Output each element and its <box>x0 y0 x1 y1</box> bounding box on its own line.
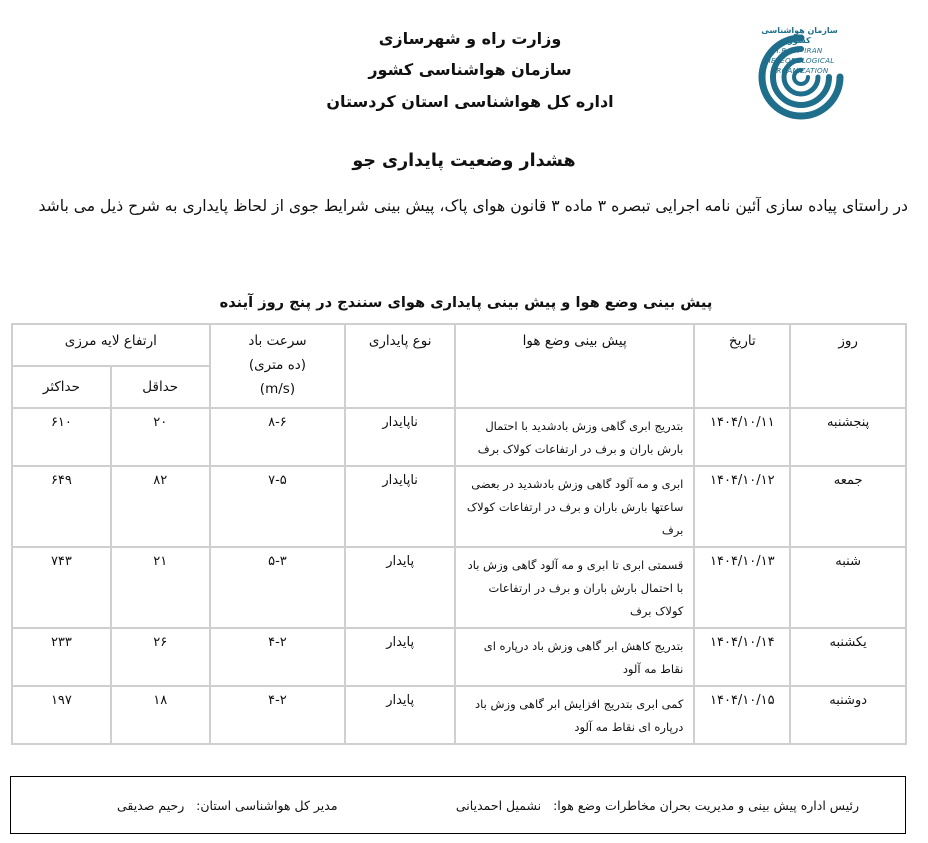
cell-max: ۲۳۳ <box>12 628 111 686</box>
logo-name-en-1: I.R. OF IRAN <box>776 46 823 55</box>
cell-stability: پایدار <box>345 547 455 628</box>
cell-date: ۱۴۰۴/۱۰/۱۲ <box>694 466 790 547</box>
header-wind-line2: (ده متری) <box>248 357 307 373</box>
header-max: حداکثر <box>12 366 111 408</box>
cell-date: ۱۴۰۴/۱۰/۱۱ <box>694 408 790 466</box>
cell-date: ۱۴۰۴/۱۰/۱۵ <box>694 686 790 744</box>
header-min: حداقل <box>111 366 210 408</box>
provincial-office-name: اداره کل هواشناسی استان کردستان <box>326 92 614 111</box>
header-day: روز <box>790 324 906 408</box>
forecast-head-label: رئیس اداره پیش بینی و مدیریت بحران مخاطرات وضع هوا: <box>553 798 859 813</box>
header-boundary-layer: ارتفاع لایه مرزی <box>12 324 210 366</box>
table-caption: پیش بینی وضع هوا و پیش بینی پایداری هوای سنندج در پنج روز آینده <box>219 294 713 311</box>
cell-max: ۱۹۷ <box>12 686 111 744</box>
header-wind-line3: (m/s) <box>259 381 296 397</box>
cell-stability: ناپایدار <box>345 466 455 547</box>
meteorological-organization-logo <box>752 20 892 120</box>
cell-max: ۷۴۳ <box>12 547 111 628</box>
forecast-head-name: نشمیل احمدیانی <box>455 798 542 813</box>
cell-weather: ابری و مه آلود گاهی وزش بادشدید در بعضی ساعتها بارش باران و برف در ارتفاعات کولاک برف <box>455 466 694 547</box>
header-date: تاریخ <box>694 324 790 408</box>
table-row <box>12 466 906 547</box>
cell-day: دوشنبه <box>790 686 906 744</box>
header-weather: پیش بینی وضع هوا <box>455 324 694 408</box>
cell-date: ۱۴۰۴/۱۰/۱۴ <box>694 628 790 686</box>
cell-day: جمعه <box>790 466 906 547</box>
cell-weather: کمی ابری بتدریج افزایش ابر گاهی وزش باد درپاره ای نقاط مه آلود <box>455 686 694 744</box>
cell-min: ۲۱ <box>111 547 210 628</box>
cell-wind: ۸-۶ <box>210 408 346 466</box>
organization-name: سازمان هواشناسی کشور <box>368 60 572 79</box>
cell-wind: ۷-۵ <box>210 466 346 547</box>
table-row <box>12 628 906 686</box>
cell-day: پنجشنبه <box>790 408 906 466</box>
cell-wind: ۵-۳ <box>210 547 346 628</box>
director-label: مدیر کل هواشناسی استان: <box>196 798 338 813</box>
cell-min: ۸۲ <box>111 466 210 547</box>
forecast-head-signature <box>456 798 859 813</box>
cell-date: ۱۴۰۴/۱۰/۱۳ <box>694 547 790 628</box>
cell-min: ۲۰ <box>111 408 210 466</box>
header-stability: نوع پایداری <box>345 324 455 408</box>
signature-box <box>10 776 906 834</box>
table-row <box>12 686 906 744</box>
logo-text <box>752 26 847 76</box>
header-wind-line1: سرعت باد <box>248 333 307 349</box>
header-wind-speed <box>210 324 346 408</box>
cell-min: ۱۸ <box>111 686 210 744</box>
director-signature <box>117 798 338 813</box>
document-title: هشدار وضعیت پایداری جو <box>352 151 576 171</box>
cell-day: شنبه <box>790 547 906 628</box>
cell-stability: پایدار <box>345 686 455 744</box>
cell-weather: بتدریج ابری گاهی وزش بادشدید با احتمال بارش باران و برف در ارتفاعات کولاک برف <box>455 408 694 466</box>
cell-max: ۶۴۹ <box>12 466 111 547</box>
cell-wind: ۴-۲ <box>210 628 346 686</box>
director-name: رحیم صدیقی <box>117 798 185 813</box>
logo-name-en-3: ORGANIZATION <box>770 66 829 75</box>
cell-stability: ناپایدار <box>345 408 455 466</box>
cell-max: ۶۱۰ <box>12 408 111 466</box>
logo-name-en-2: METEOROLOGICAL <box>764 56 835 65</box>
table-row <box>12 547 906 628</box>
logo-name-fa: سازمان هواشناسی کشور <box>761 26 838 45</box>
cell-wind: ۴-۲ <box>210 686 346 744</box>
cell-weather: قسمتی ابری تا ابری و مه آلود گاهی وزش باد با احتمال بارش باران و برف در ارتفاعات کولاک برف <box>455 547 694 628</box>
forecast-table <box>11 323 907 745</box>
cell-stability: پایدار <box>345 628 455 686</box>
cell-weather: بتدریج کاهش ابر گاهی وزش باد درپاره ای نقاط مه آلود <box>455 628 694 686</box>
cell-min: ۲۶ <box>111 628 210 686</box>
table-row <box>12 408 906 466</box>
cell-day: یکشنبه <box>790 628 906 686</box>
intro-paragraph: در راستای پیاده سازی آئین نامه اجرایی تبصره ۳ ماده ۳ قانون هوای پاک، پیش بینی شرایط جوی از لحاظ پایداری به شرح ذیل می باشد <box>38 197 908 215</box>
ministry-name: وزارت راه و شهرسازی <box>378 29 562 48</box>
